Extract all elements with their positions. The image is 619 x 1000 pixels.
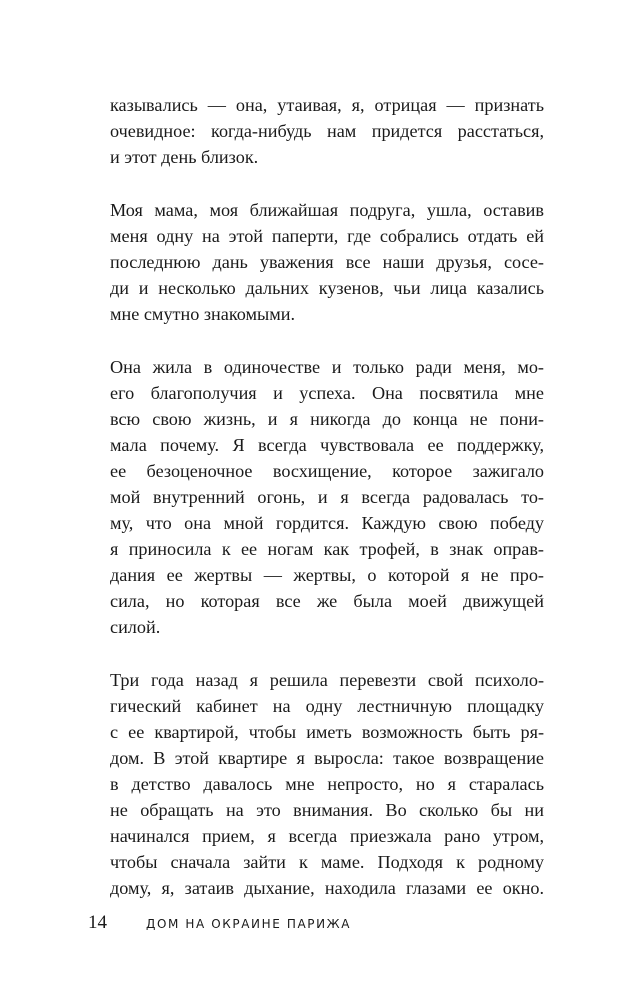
- text-line: я приносила к ее ногам как трофей, в знак оправ-: [110, 539, 544, 559]
- text-line: силой.: [110, 617, 161, 637]
- text-line: чтобы сначала зайти к маме. Подходя к родному: [110, 852, 544, 872]
- text-line: Три года назад я решила перевезти свой психоло-: [110, 670, 544, 690]
- text-line: всю свою жизнь, и я никогда до конца не пони-: [110, 409, 544, 429]
- text-line: очевидное: когда-нибудь нам придется расстаться,: [110, 121, 544, 141]
- paragraph: [110, 92, 544, 170]
- text-line: мала почему. Я всегда чувствовала ее поддержку,: [110, 435, 544, 455]
- running-title: ДОМ НА ОКРАИНЕ ПАРИЖА: [146, 917, 352, 931]
- text-line: меня одну на этой паперти, где собрались отдать ей: [110, 226, 544, 246]
- text-line: с ее квартирой, чтобы иметь возможность быть ря-: [110, 722, 544, 742]
- paragraph: [110, 197, 544, 327]
- paragraph: [110, 354, 544, 640]
- text-line: му, что она мной гордится. Каждую свою победу: [110, 513, 544, 533]
- text-line: начинался прием, я всегда приезжала рано утром,: [110, 826, 544, 846]
- text-line: дом. В этой квартире я выросла: такое возвращение: [110, 748, 544, 768]
- text-line: и этот день близок.: [110, 147, 259, 167]
- text-line: ди и несколько дальних кузенов, чьи лица казались: [110, 278, 544, 298]
- text-line: последнюю дань уважения все наши друзья, сосе-: [110, 252, 544, 272]
- text-line: мне смутно знакомыми.: [110, 304, 296, 324]
- paragraph: [110, 667, 544, 901]
- text-line: не обращать на это внимания. Во сколько бы ни: [110, 800, 544, 820]
- text-line: мой внутренний огонь, и я всегда радовалась то-: [110, 487, 544, 507]
- text-line: гический кабинет на одну лестничную площадку: [110, 696, 544, 716]
- text-line: казывались — она, утаивая, я, отрицая — признать: [110, 95, 544, 115]
- text-line: в детство давалось мне непросто, но я старалась: [110, 774, 544, 794]
- text-line: дания ее жертвы — жертвы, о которой я не про-: [110, 565, 544, 585]
- text-line: дому, я, затаив дыхание, находила глазами ее окно.: [110, 878, 544, 898]
- page-body: [110, 92, 544, 928]
- text-line: Моя мама, моя ближайшая подруга, ушла, оставив: [110, 200, 544, 220]
- text-line: ее безоценочное восхищение, которое зажигало: [110, 461, 544, 481]
- text-line: сила, но которая все же была моей движущей: [110, 591, 544, 611]
- text-line: Она жила в одиночестве и только ради меня, мо-: [110, 357, 544, 377]
- page-number: 14: [88, 912, 107, 933]
- page-footer: [88, 912, 548, 934]
- text-line: его благополучия и успеха. Она посвятила мне: [110, 383, 544, 403]
